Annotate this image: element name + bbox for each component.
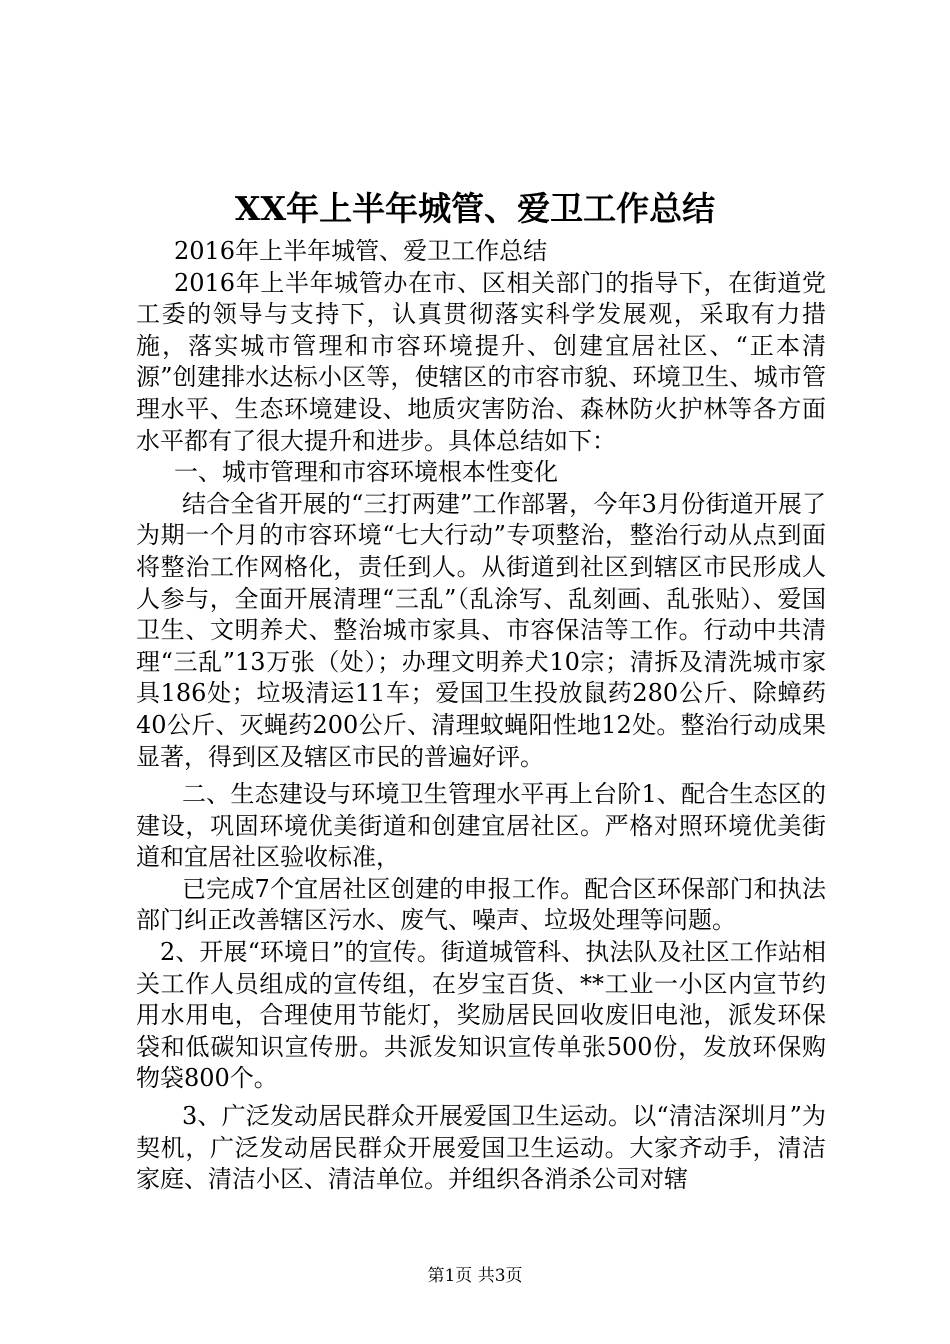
page-number-footer: 第1页 共3页 — [427, 1266, 523, 1286]
section-heading-1: 一、城市管理和市容环境根本性变化 — [174, 458, 558, 487]
item-2-paragraph: 2、开展“环境日”的宣传。街道城管科、执法队及社区工作站相关工作人员组成的宣传组，在岁宝百货、**工业一小区内宣节约用水用电，合理使用节能灯，奖励居民回收废旧电池，派发环保袋和低碳知识宣传册。共派发知识宣传单张500份，发放环保购物袋800个。 — [136, 938, 826, 1093]
document-title: XX年上半年城管、爱卫工作总结 — [234, 189, 716, 228]
item-3-paragraph: 3、广泛发动居民群众开展爱国卫生运动。以“清洁深圳月”为契机，广泛发动居民群众开展爱国卫生运动。大家齐动手，清洁家庭、清洁小区、清洁单位。并组织各消杀公司对辖 — [136, 1102, 826, 1194]
intro-paragraph: 2016年上半年城管办在市、区相关部门的指导下，在街道党工委的领导与支持下，认真贯彻落实科学发展观，采取有力措施，落实城市管理和市容环境提升、创建宜居社区、“正本清源”创建排水达标小区等，使辖区的市容市貌、环境卫生、城市管理水平、生态环境建设、地质灾害防治、森林防火护林等各方面水平都有了很大提升和进步。具体总结如下： — [136, 268, 826, 455]
section-1-paragraph: 结合全省开展的“三打两建”工作部署，今年3月份街道开展了为期一个月的市容环境“七大行动”专项整治，整治行动从点到面将整治工作网格化，责任到人。从街道到社区到辖区市民形成人人参与，全面开展清理“三乱”（乱涂写、乱刻画、乱张贴）、爱国卫生、文明养犬、整治城市家具、市容保洁等工作。行动中共清理“三乱”13万张（处）；办理文明养犬10宗；清拆及清洗城市家具186处；垃圾清运11车；爱国卫生投放鼠药280公斤、除蟑药40公斤、灭蝇药200公斤、清理蚊蝇阳性地12处。整治行动成果显著，得到区及辖区市民的普遍好评。 — [136, 489, 826, 771]
document-body — [136, 236, 826, 1196]
section-2-paragraph: 已完成7个宜居社区创建的申报工作。配合区环保部门和执法部门纠正改善辖区污水、废气、噪声、垃圾处理等问题。 — [136, 874, 826, 935]
subtitle-paragraph: 2016年上半年城管、爱卫工作总结 — [174, 237, 548, 265]
section-heading-2-paragraph: 二、生态建设与环境卫生管理水平再上台阶1、配合生态区的建设，巩固环境优美街道和创建宜居社区。严格对照环境优美街道和宜居社区验收标准， — [136, 780, 826, 872]
